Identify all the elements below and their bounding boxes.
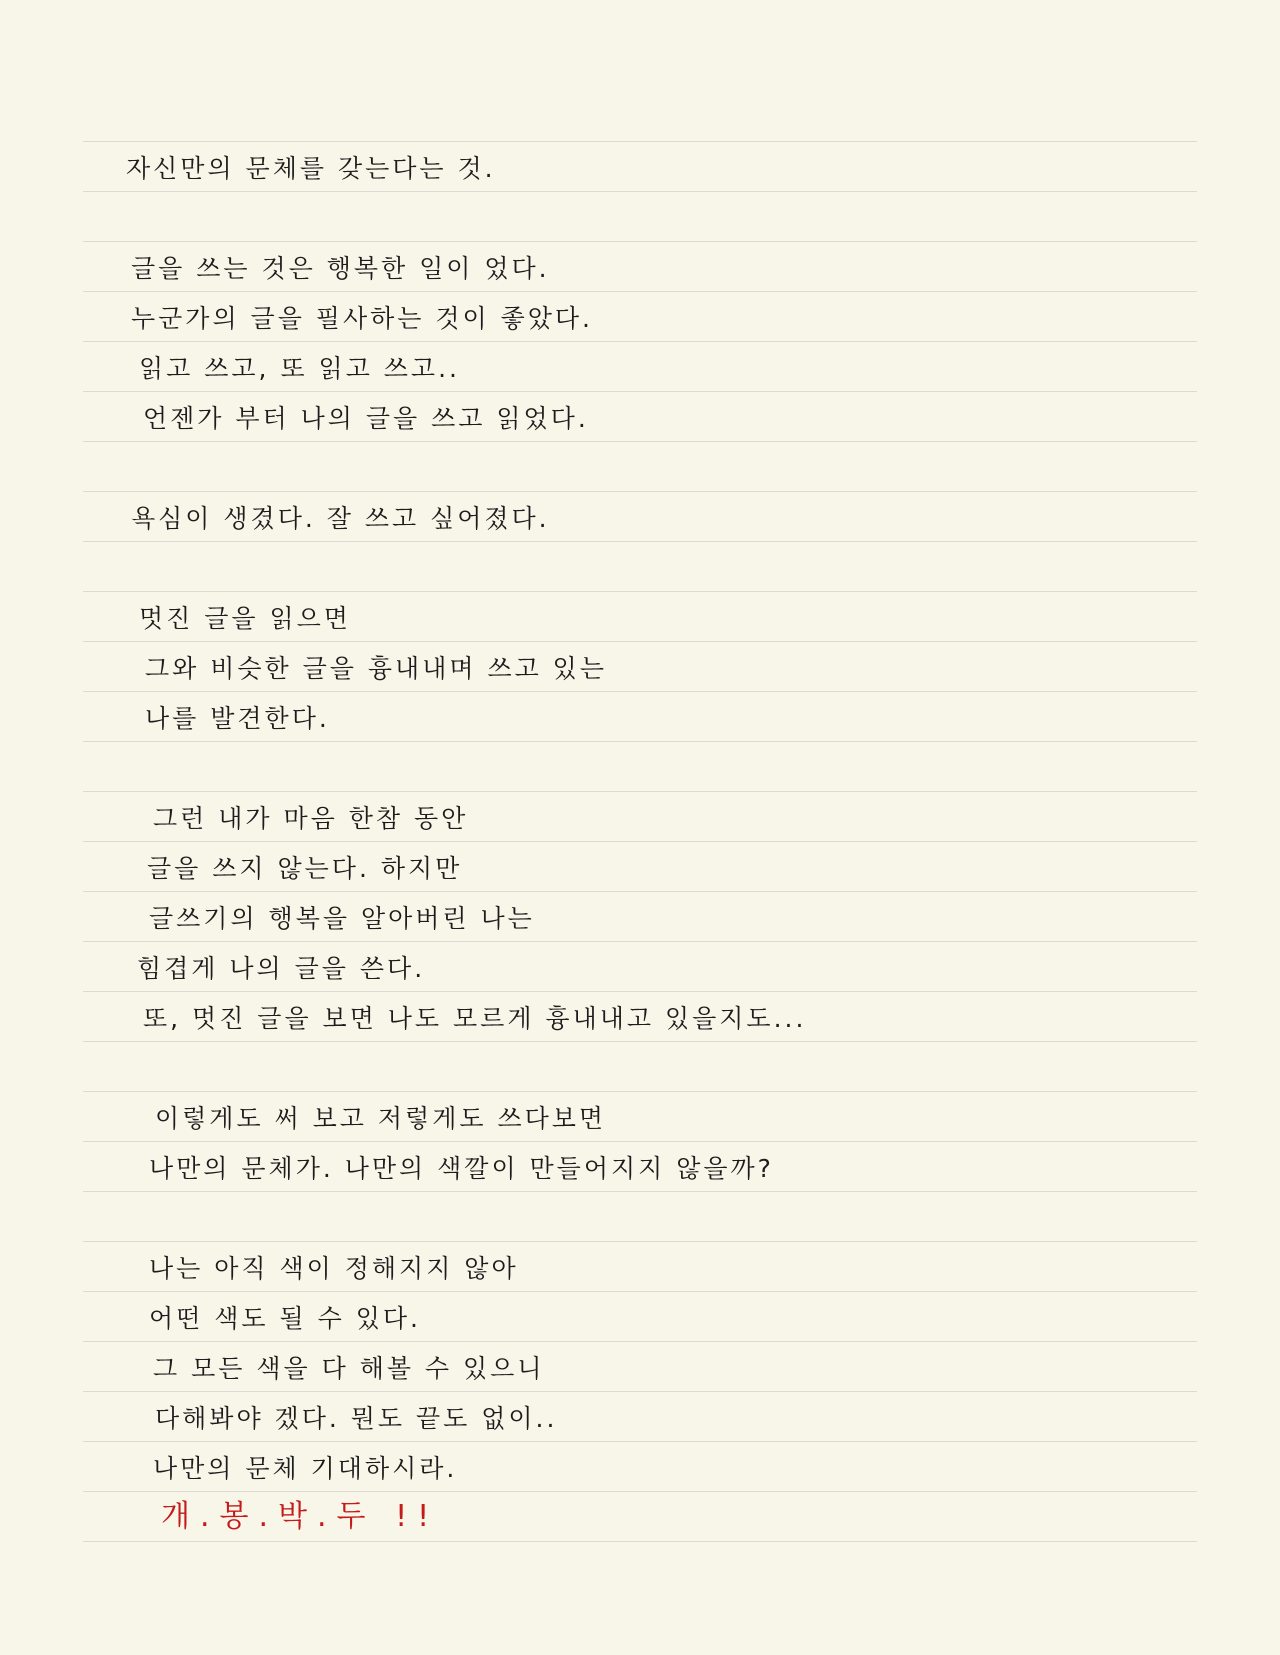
note-line: 또, 멋진 글을 보면 나도 모르게 흉내내고 있을지도... xyxy=(143,1004,807,1033)
note-line: 읽고 쓰고, 또 읽고 쓰고.. xyxy=(139,354,460,383)
note-line: 글을 쓰는 것은 행복한 일이 었다. xyxy=(131,254,550,283)
ruled-line xyxy=(83,1541,1197,1542)
note-line: 글쓰기의 행복을 알아버린 나는 xyxy=(149,904,535,933)
ruled-line xyxy=(83,541,1197,542)
note-line: 나를 발견한다. xyxy=(145,704,330,733)
ruled-line xyxy=(83,1041,1197,1042)
ruled-line xyxy=(83,441,1197,442)
note-line: 멋진 글을 읽으면 xyxy=(139,604,351,633)
note-line: 그와 비슷한 글을 흉내내며 쓰고 있는 xyxy=(145,654,607,683)
note-line: 나는 아직 색이 정해지지 않아 xyxy=(149,1254,519,1283)
ruled-line xyxy=(83,1191,1197,1192)
ruled-line xyxy=(83,741,1197,742)
note-line: 누군가의 글을 필사하는 것이 좋았다. xyxy=(131,304,593,333)
note-closing-exclamation: 개.봉.박.두 !! xyxy=(161,1499,440,1534)
note-line: 다해봐야 겠다. 뭔도 끝도 없이.. xyxy=(155,1404,558,1433)
note-title: 자신만의 문체를 갖는다는 것. xyxy=(126,154,496,183)
note-line: 어떤 색도 될 수 있다. xyxy=(149,1304,421,1333)
note-line: 힘겹게 나의 글을 쓴다. xyxy=(137,954,426,983)
note-line: 나만의 문체가. 나만의 색깔이 만들어지지 않을까? xyxy=(149,1154,774,1183)
ruled-line xyxy=(83,191,1197,192)
note-line: 글을 쓰지 않는다. 하지만 xyxy=(147,854,463,883)
note-line: 그 모든 색을 다 해볼 수 있으니 xyxy=(153,1354,545,1383)
note-line: 이렇게도 써 보고 저렇게도 쓰다보면 xyxy=(155,1104,607,1133)
note-line: 욕심이 생겼다. 잘 쓰고 싶어졌다. xyxy=(131,504,550,533)
note-line: 그런 내가 마음 한참 동안 xyxy=(153,804,469,833)
note-line: 나만의 문체 기대하시라. xyxy=(153,1454,458,1483)
note-line: 언젠가 부터 나의 글을 쓰고 읽었다. xyxy=(143,404,589,433)
